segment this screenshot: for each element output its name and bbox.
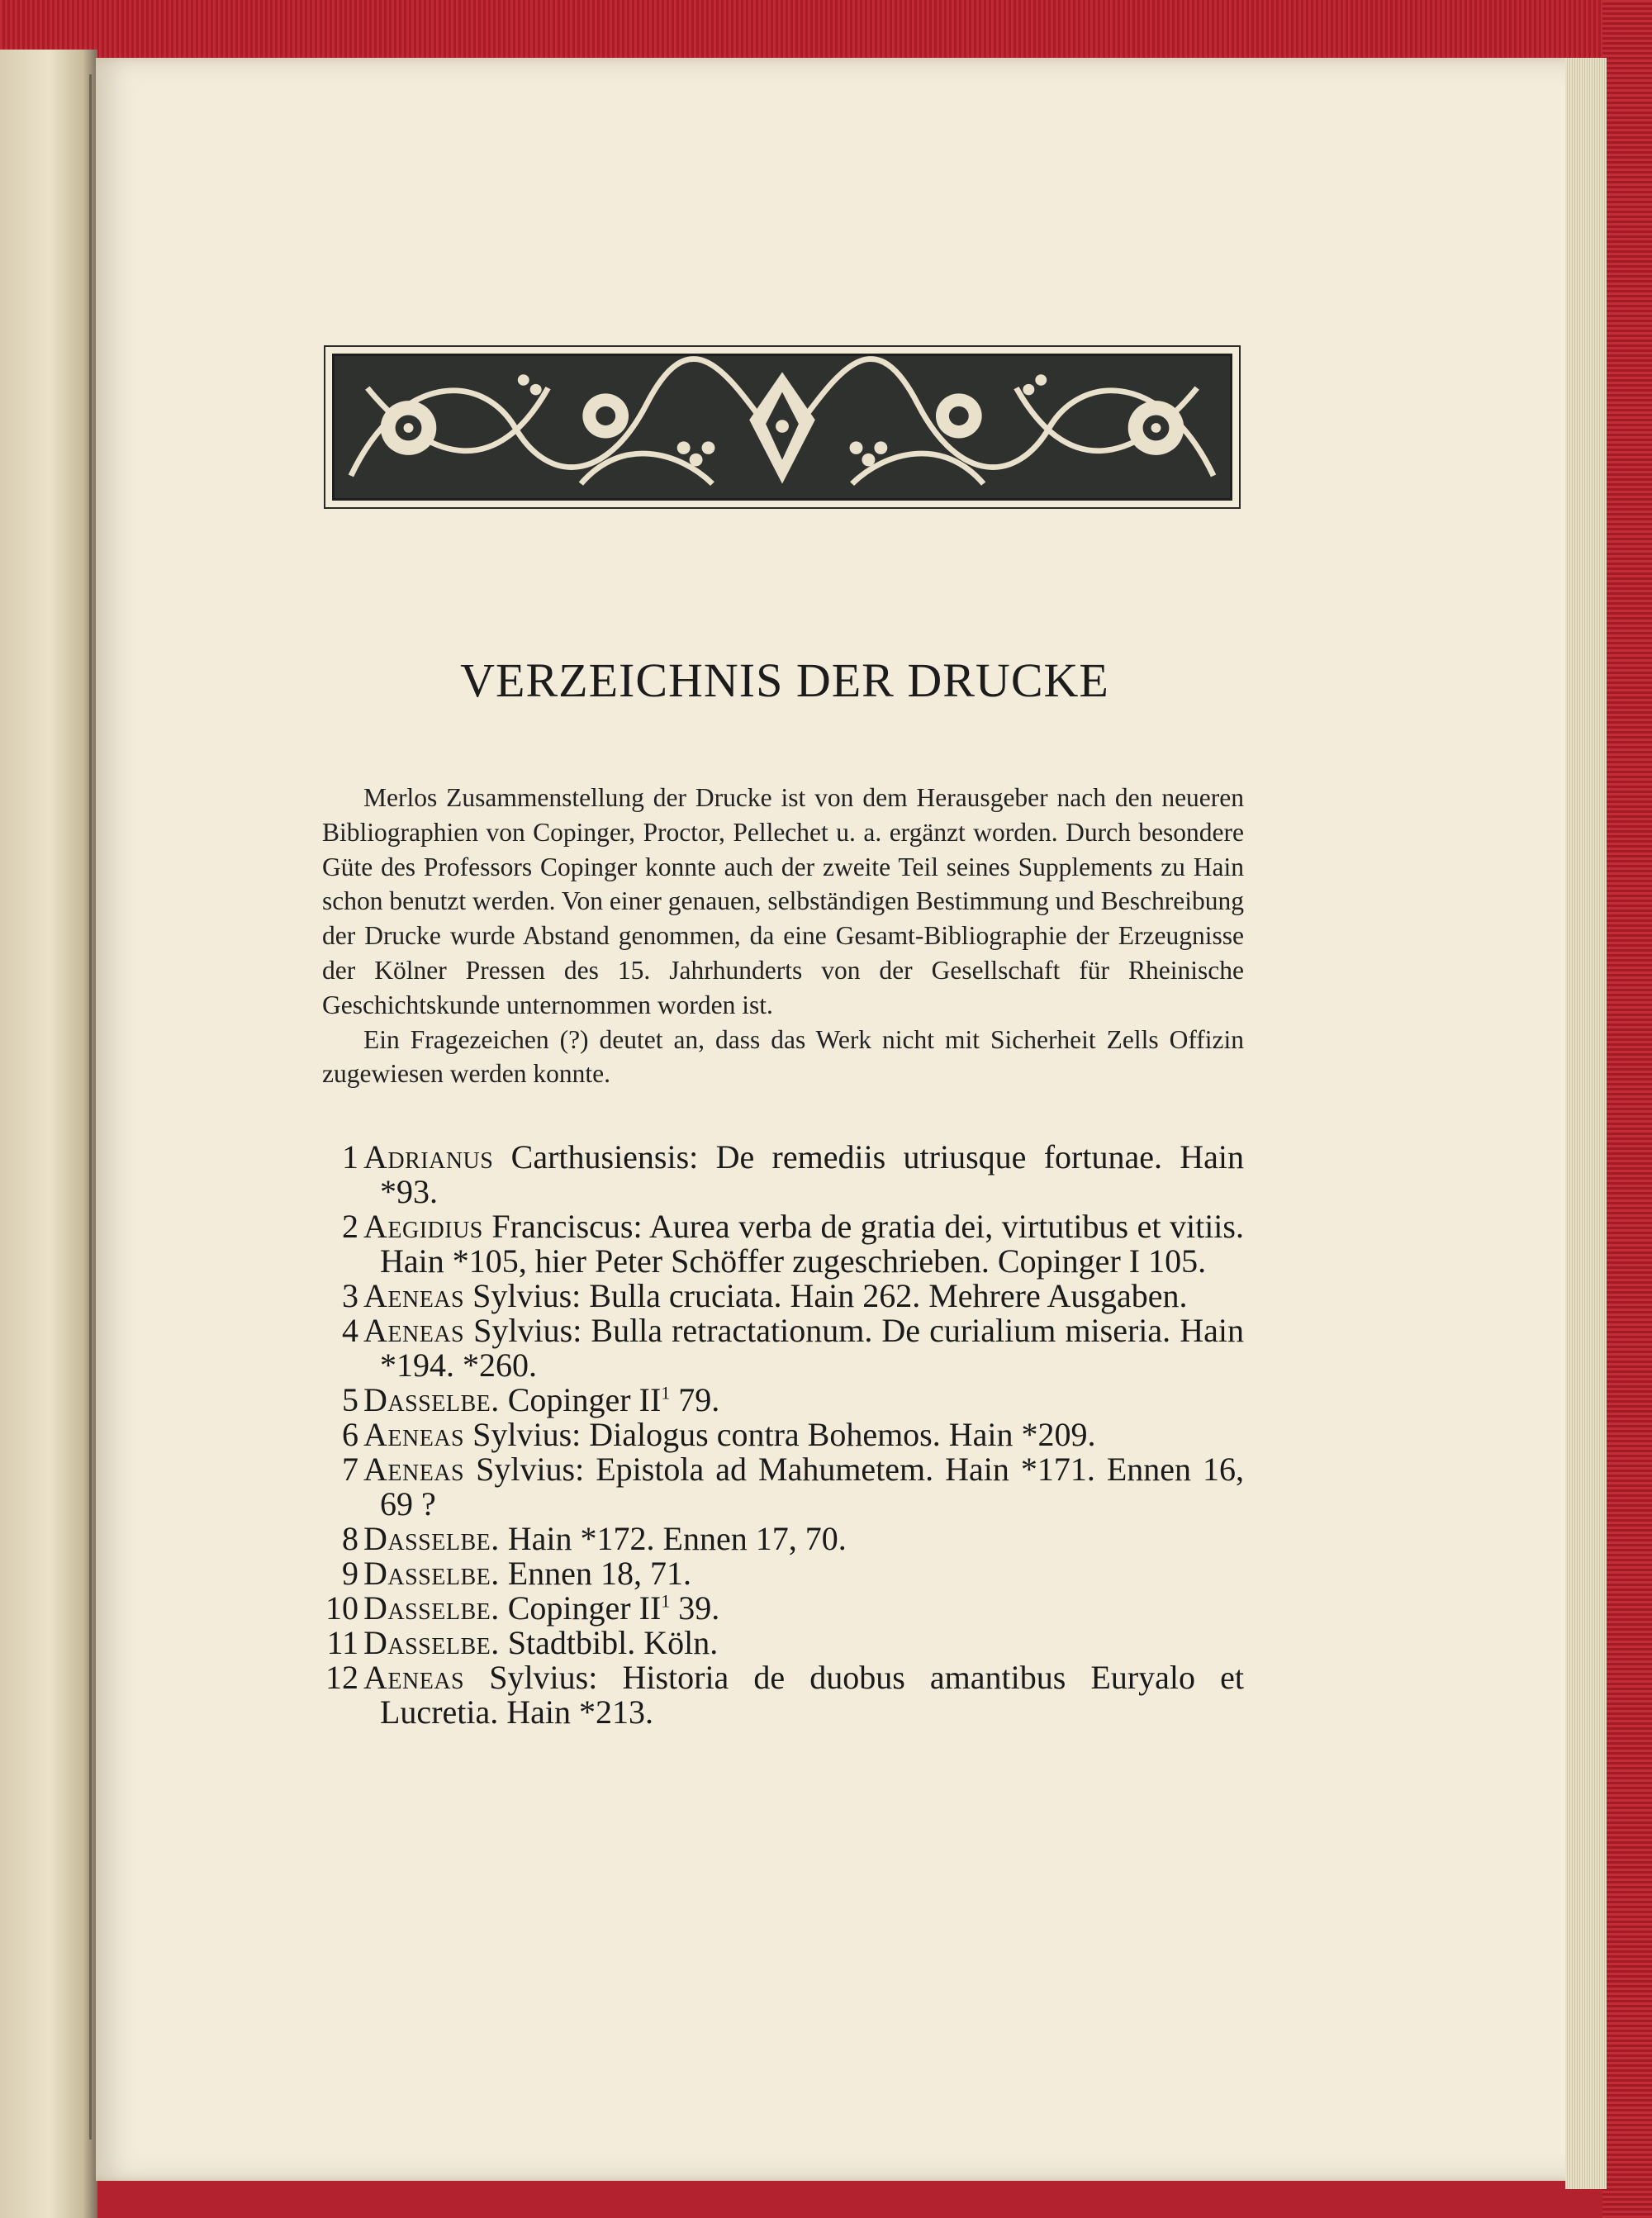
entry-author: Aeneas bbox=[363, 1277, 465, 1314]
list-item bbox=[322, 1140, 1244, 1209]
entry-number: 12 bbox=[325, 1659, 358, 1696]
entry-author: Dasselbe. bbox=[363, 1624, 500, 1661]
list-item bbox=[322, 1279, 1244, 1313]
entry-number: 8 bbox=[342, 1520, 358, 1557]
entry-author: Aegidius bbox=[363, 1208, 483, 1245]
entry-author: Dasselbe. bbox=[363, 1555, 500, 1592]
decorative-headpiece bbox=[324, 345, 1241, 509]
list-item bbox=[322, 1313, 1244, 1383]
entry-text: Carthusiensis: De remediis utriusque fortunae. Hain *93. bbox=[380, 1138, 1244, 1210]
entry-text: Sylvius: Bulla cruciata. Hain 262. Mehrere Ausgaben. bbox=[464, 1277, 1188, 1314]
entry-number: 6 bbox=[342, 1416, 358, 1453]
entry-number: 10 bbox=[325, 1589, 358, 1627]
gutter-binding bbox=[89, 74, 92, 2140]
page-title: VERZEICHNIS DER DRUCKE bbox=[460, 653, 1109, 707]
entry-number: 9 bbox=[342, 1555, 358, 1592]
list-item bbox=[322, 1383, 1244, 1418]
entry-text: Sylvius: Historia de duobus amantibus Euryalo et Lucretia. Hain *213. bbox=[380, 1659, 1244, 1731]
entry-superscript: 1 bbox=[661, 1590, 671, 1612]
entry-text: Stadtbibl. Köln. bbox=[499, 1624, 719, 1661]
entry-number: 5 bbox=[342, 1381, 358, 1418]
entry-author: Aeneas bbox=[363, 1312, 465, 1349]
list-item bbox=[322, 1522, 1244, 1556]
introduction bbox=[322, 781, 1244, 1091]
list-item bbox=[322, 1418, 1244, 1452]
floral-ornament-icon bbox=[335, 356, 1230, 498]
book-cover-right bbox=[1602, 0, 1652, 2218]
list-item bbox=[322, 1660, 1244, 1730]
list-item bbox=[322, 1556, 1244, 1591]
entry-text: Sylvius: Bulla retractationum. De curialium miseria. Hain *194. *260. bbox=[380, 1312, 1244, 1384]
entry-text: Ennen 18, 71. bbox=[499, 1555, 691, 1592]
entry-number: 11 bbox=[326, 1624, 358, 1661]
list-item bbox=[322, 1591, 1244, 1626]
intro-paragraph: Merlos Zusammenstellung der Drucke ist von dem Herausgeber nach den neueren Bibliographien von Copinger, Proctor, Pellechet u. a. ergänzt worden. Durch besondere Güte des Professors Copinger konnte auch der zweite Teil seines Supplements zu Hain schon benutzt werden. Von einer genauen, selbständigen Bestimmung und Beschreibung der Drucke wurde Abstand genommen, da eine Gesamt-Bibliographie der Erzeugnisse der Kölner Pressen des 15. Jahrhunderts von der Gesellschaft für Rheinische Geschichtskunde unternommen worden ist. bbox=[322, 783, 1244, 1019]
entry-number: 7 bbox=[342, 1451, 358, 1488]
list-item bbox=[322, 1209, 1244, 1279]
entry-text: Hain *172. Ennen 17, 70. bbox=[499, 1520, 847, 1557]
entry-author: Dasselbe. bbox=[363, 1520, 500, 1557]
entry-author: Aeneas bbox=[363, 1416, 465, 1453]
entry-text: Sylvius: Epistola ad Mahumetem. Hain *171. Ennen 16, 69 ? bbox=[380, 1451, 1244, 1522]
book-cover-top bbox=[0, 0, 1652, 66]
entry-author: Adrianus bbox=[363, 1138, 494, 1175]
page-block-edges bbox=[1565, 58, 1607, 2189]
entry-number: 2 bbox=[342, 1208, 358, 1245]
entry-text: Copinger II bbox=[499, 1381, 662, 1418]
entry-number: 4 bbox=[342, 1312, 358, 1349]
entry-author: Dasselbe. bbox=[363, 1381, 500, 1418]
headpiece-panel bbox=[332, 354, 1232, 501]
entry-superscript: 1 bbox=[661, 1382, 671, 1403]
entry-text-tail: 39. bbox=[670, 1589, 720, 1627]
entry-text: Sylvius: Dialogus contra Bohemos. Hain *209. bbox=[464, 1416, 1096, 1453]
intro-paragraph: Ein Fragezeichen (?) deutet an, dass das Werk nicht mit Sicherheit Zells Offizin zugewiesen werden konnte. bbox=[322, 1024, 1244, 1089]
entry-number: 3 bbox=[342, 1277, 358, 1314]
print-list bbox=[322, 1140, 1244, 1730]
list-item bbox=[322, 1452, 1244, 1522]
entry-author: Dasselbe. bbox=[363, 1589, 500, 1627]
entry-author: Aeneas bbox=[363, 1451, 465, 1488]
entry-text: Franciscus: Aurea verba de gratia dei, virtutibus et vitiis. Hain *105, hier Peter Schöffer zugeschrieben. Copinger I 105. bbox=[380, 1208, 1244, 1280]
entry-number: 1 bbox=[342, 1138, 358, 1175]
list-item bbox=[322, 1626, 1244, 1660]
entry-text: Copinger II bbox=[499, 1589, 662, 1627]
entry-text-tail: 79. bbox=[670, 1381, 720, 1418]
facing-page-edge bbox=[0, 50, 97, 2218]
entry-author: Aeneas bbox=[363, 1659, 465, 1696]
